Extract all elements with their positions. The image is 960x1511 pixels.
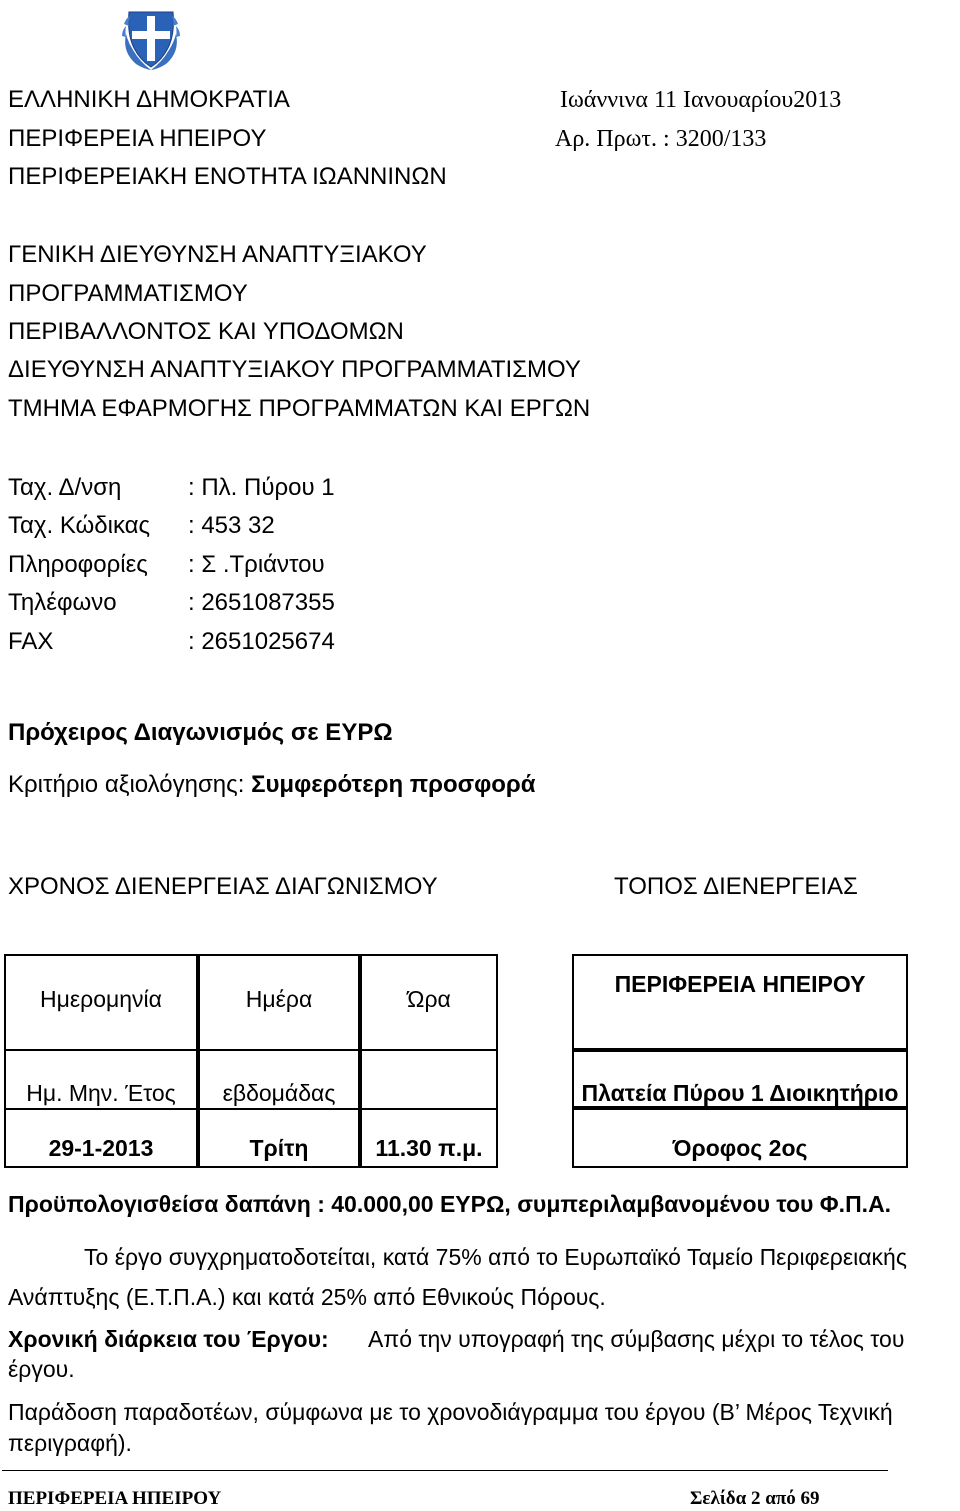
duration-line-2: έργου. (8, 1356, 75, 1382)
contact-value-address: : Πλ. Πύρου 1 (188, 474, 335, 501)
place-heading: ΤΟΠΟΣ ΔΙΕΝΕΡΓΕΙΑΣ (614, 873, 858, 900)
table-row-divider (4, 1108, 498, 1110)
footer-rule (2, 1470, 888, 1471)
contact-value-fax: : 2651025674 (188, 628, 335, 655)
contact-label-fax: FAX (8, 628, 54, 655)
budget-line (8, 1190, 891, 1218)
protocol-number: Αρ. Πρωτ. : 3200/133 (555, 126, 767, 152)
contact-value-phone: : 2651087355 (188, 589, 335, 616)
delivery-line-2: περιγραφή). (8, 1430, 132, 1456)
place-name-box (572, 954, 908, 1050)
contact-label-phone: Τηλέφωνο (8, 589, 117, 616)
col-header-date: Ημερομηνία (40, 986, 162, 1012)
duration-line-1 (8, 1325, 329, 1353)
footer-page-counter (690, 1488, 820, 1510)
tender-time: 11.30 π.μ. (375, 1135, 483, 1161)
contact-value-postcode: : 453 32 (188, 512, 275, 539)
tender-day: Τρίτη (249, 1135, 309, 1161)
page-label: Σελίδα (690, 1488, 747, 1509)
contact-value-info: : Σ .Τριάντου (188, 551, 325, 578)
directorate-line-2: ΠΡΟΓΡΑΜΜΑΤΙΣΜΟΥ (8, 280, 248, 307)
funding-line-2: Ανάπτυξης (Ε.Τ.Π.Α.) και κατά 25% από Εθνικούς Πόρους. (8, 1284, 606, 1310)
duration-label: Χρονική διάρκεια του Έργου: (8, 1326, 329, 1352)
footer-organization: ΠΕΡΙΦΕΡΕΙΑ ΗΠΕΙΡΟΥ (8, 1488, 222, 1509)
directorate-line-3: ΠΕΡΙΒΑΛΛΟΝΤΟΣ ΚΑΙ ΥΠΟΔΟΜΩΝ (8, 318, 404, 345)
time-heading: ΧΡΟΝΟΣ ΔΙΕΝΕΡΓΕΙΑΣ ΔΙΑΓΩΝΙΣΜΟΥ (8, 873, 438, 900)
directorate-line-1: ΓΕΝΙΚΗ ΔΙΕΥΘΥΝΣΗ ΑΝΑΠΤΥΞΙΑΚΟΥ (8, 241, 427, 268)
col-header-day: Ημέρα (245, 986, 313, 1012)
directorate-line-5: ΤΜΗΜΑ ΕΦΑΡΜΟΓΗΣ ΠΡΟΓΡΑΜΜΑΤΩΝ ΚΑΙ ΕΡΓΩΝ (8, 395, 591, 422)
table-row-divider (4, 1049, 498, 1051)
header-line-3: ΠΕΡΙΦΕΡΕΙΑΚΗ ΕΝΟΤΗΤΑ ΙΩΑΝΝΙΝΩΝ (8, 163, 447, 190)
criterion-value: Συμφερότερη προσφορά (251, 771, 536, 798)
page-number: 2 (750, 1488, 761, 1509)
budget-vat: , συμπεριλαμβανομένου του Φ.Π.Α. (504, 1191, 892, 1217)
page-of: από (765, 1488, 796, 1509)
evaluation-criterion (8, 771, 536, 799)
place-name: ΠΕΡΙΦΕΡΕΙΑ ΗΠΕΙΡΟΥ (614, 971, 866, 997)
page-total: 69 (800, 1488, 820, 1509)
funding-line-1: Το έργο συγχρηματοδοτείται, κατά 75% από το Ευρωπαϊκό Ταμείο Περιφερειακής (84, 1244, 907, 1270)
sub-header-date: Ημ. Μην. Έτος (26, 1080, 176, 1106)
delivery-line-1: Παράδοση παραδοτέων, σύμφωνα με το χρονοδιάγραμμα του έργου (Β’ Μέρος Τεχνική (8, 1399, 893, 1425)
col-header-time: Ώρα (407, 986, 451, 1012)
place-address: Πλατεία Πύρου 1 Διοικητήριο (581, 1080, 899, 1106)
duration-text: Από την υπογραφή της σύμβασης μέχρι το τέλος του (368, 1326, 905, 1352)
directorate-line-4: ΔΙΕΥΘΥΝΣΗ ΑΝΑΠΤΥΞΙΑΚΟΥ ΠΡΟΓΡΑΜΜΑΤΙΣΜΟΥ (8, 356, 581, 383)
contact-label-info: Πληροφορίες (8, 551, 148, 578)
place-date: Ιωάννινα 11 Ιανουαρίου2013 (560, 87, 842, 113)
greek-coat-of-arms-icon (116, 4, 186, 72)
budget-amount: Προϋπολογισθείσα δαπάνη : 40.000,00 ΕΥΡΩ (8, 1191, 505, 1217)
place-floor: Όροφος 2ος (672, 1135, 808, 1161)
contact-label-address: Ταχ. Δ/νση (8, 474, 122, 501)
tender-date: 29-1-2013 (48, 1135, 154, 1161)
sub-header-day: εβδομάδας (222, 1080, 336, 1106)
contact-label-postcode: Ταχ. Κώδικας (8, 512, 151, 539)
criterion-label: Κριτήριο αξιολόγησης: (8, 771, 252, 798)
header-line-2: ΠΕΡΙΦΕΡΕΙΑ ΗΠΕΙΡΟΥ (8, 125, 267, 152)
header-line-1: ΕΛΛΗΝΙΚΗ ΔΗΜΟΚΡΑΤΙΑ (8, 86, 290, 113)
tender-title: Πρόχειρος Διαγωνισμός σε ΕΥΡΩ (8, 719, 393, 746)
